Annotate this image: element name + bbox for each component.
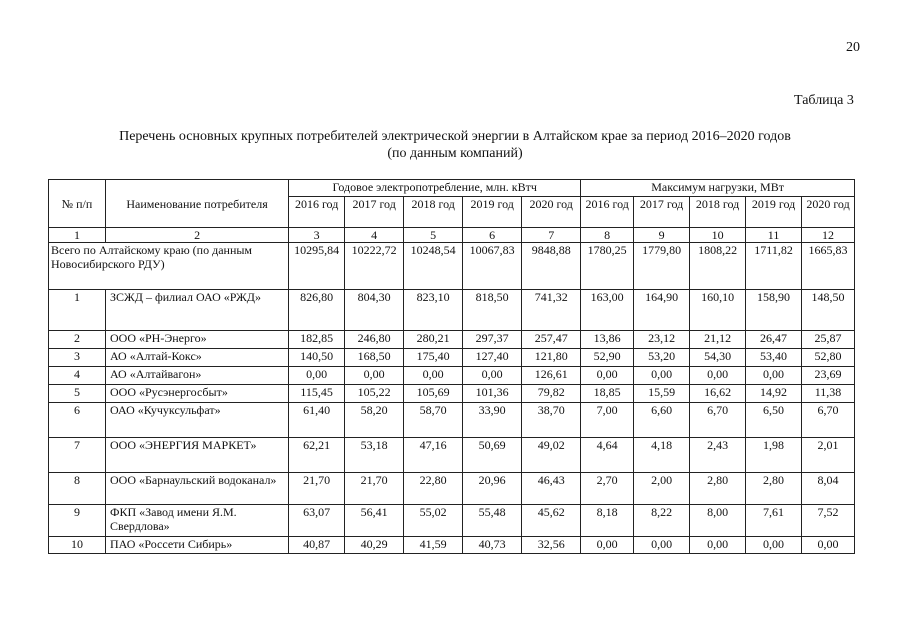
row-value: 0,00 xyxy=(289,367,345,385)
row-value: 53,20 xyxy=(634,349,690,367)
row-value: 297,37 xyxy=(463,331,522,349)
row-value: 0,00 xyxy=(746,537,802,554)
row-value: 246,80 xyxy=(345,331,404,349)
header-year: 2019 год xyxy=(463,197,522,228)
row-value: 23,12 xyxy=(634,331,690,349)
row-value: 61,40 xyxy=(289,403,345,438)
row-value: 58,20 xyxy=(345,403,404,438)
row-value: 40,73 xyxy=(463,537,522,554)
column-number: 3 xyxy=(289,228,345,243)
table-row xyxy=(49,438,855,473)
row-number: 3 xyxy=(49,349,106,367)
row-value: 26,47 xyxy=(746,331,802,349)
row-value: 8,18 xyxy=(581,505,634,537)
column-number: 7 xyxy=(522,228,581,243)
table-row xyxy=(49,349,855,367)
row-value: 804,30 xyxy=(345,290,404,331)
header-year: 2018 год xyxy=(690,197,746,228)
consumer-name: ООО «РН-Энерго» xyxy=(105,331,288,349)
row-value: 55,48 xyxy=(463,505,522,537)
row-value: 121,80 xyxy=(522,349,581,367)
row-value: 23,69 xyxy=(802,367,855,385)
document-title xyxy=(60,128,850,162)
row-value: 0,00 xyxy=(690,537,746,554)
row-number: 6 xyxy=(49,403,106,438)
row-value: 175,40 xyxy=(404,349,463,367)
row-value: 2,80 xyxy=(690,473,746,505)
row-value: 818,50 xyxy=(463,290,522,331)
table-row xyxy=(49,403,855,438)
row-value: 0,00 xyxy=(690,367,746,385)
row-value: 16,62 xyxy=(690,385,746,403)
row-value: 6,70 xyxy=(802,403,855,438)
table-row xyxy=(49,290,855,331)
row-value: 40,87 xyxy=(289,537,345,554)
row-value: 127,40 xyxy=(463,349,522,367)
row-value: 2,80 xyxy=(746,473,802,505)
header-year: 2019 год xyxy=(746,197,802,228)
row-value: 2,00 xyxy=(634,473,690,505)
column-number: 1 xyxy=(49,228,106,243)
row-number: 7 xyxy=(49,438,106,473)
row-value: 4,64 xyxy=(581,438,634,473)
total-row xyxy=(49,243,855,290)
total-value: 10067,83 xyxy=(463,243,522,290)
row-value: 2,43 xyxy=(690,438,746,473)
row-value: 741,32 xyxy=(522,290,581,331)
row-value: 49,02 xyxy=(522,438,581,473)
header-year: 2020 год xyxy=(522,197,581,228)
row-value: 6,70 xyxy=(690,403,746,438)
header-name: Наименование потребителя xyxy=(105,180,288,228)
row-value: 21,70 xyxy=(289,473,345,505)
table-row xyxy=(49,537,855,554)
row-value: 0,00 xyxy=(345,367,404,385)
table-row xyxy=(49,385,855,403)
row-value: 1,98 xyxy=(746,438,802,473)
table-row xyxy=(49,331,855,349)
row-value: 38,70 xyxy=(522,403,581,438)
total-value: 9848,88 xyxy=(522,243,581,290)
row-number: 5 xyxy=(49,385,106,403)
header-consumption: Годовое электропотребление, млн. кВтч xyxy=(289,180,581,197)
row-value: 105,69 xyxy=(404,385,463,403)
consumers-table xyxy=(48,179,855,554)
column-number: 12 xyxy=(802,228,855,243)
header-year: 2020 год xyxy=(802,197,855,228)
row-value: 0,00 xyxy=(802,537,855,554)
row-value: 826,80 xyxy=(289,290,345,331)
total-value: 10248,54 xyxy=(404,243,463,290)
row-value: 53,40 xyxy=(746,349,802,367)
header-year: 2017 год xyxy=(634,197,690,228)
title-line-2: (по данным компаний) xyxy=(387,146,523,161)
row-value: 0,00 xyxy=(634,367,690,385)
total-value: 1711,82 xyxy=(746,243,802,290)
column-number: 5 xyxy=(404,228,463,243)
total-value: 1780,25 xyxy=(581,243,634,290)
row-number: 9 xyxy=(49,505,106,537)
row-value: 257,47 xyxy=(522,331,581,349)
row-value: 79,82 xyxy=(522,385,581,403)
column-number: 4 xyxy=(345,228,404,243)
row-number: 2 xyxy=(49,331,106,349)
row-value: 21,12 xyxy=(690,331,746,349)
row-value: 6,60 xyxy=(634,403,690,438)
table-row xyxy=(49,473,855,505)
row-value: 46,43 xyxy=(522,473,581,505)
row-value: 18,85 xyxy=(581,385,634,403)
row-value: 41,59 xyxy=(404,537,463,554)
row-value: 50,69 xyxy=(463,438,522,473)
row-value: 40,29 xyxy=(345,537,404,554)
table-row xyxy=(49,505,855,537)
consumer-name: ФКП «Завод имени Я.М. Свердлова» xyxy=(105,505,288,537)
row-value: 33,90 xyxy=(463,403,522,438)
row-number: 8 xyxy=(49,473,106,505)
row-value: 55,02 xyxy=(404,505,463,537)
header-year: 2016 год xyxy=(581,197,634,228)
row-value: 105,22 xyxy=(345,385,404,403)
row-value: 47,16 xyxy=(404,438,463,473)
row-value: 45,62 xyxy=(522,505,581,537)
row-value: 168,50 xyxy=(345,349,404,367)
consumer-name: АО «Алтайвагон» xyxy=(105,367,288,385)
row-value: 823,10 xyxy=(404,290,463,331)
consumer-name: ООО «Русэнергосбыт» xyxy=(105,385,288,403)
table-row xyxy=(49,367,855,385)
row-value: 164,90 xyxy=(634,290,690,331)
row-value: 8,22 xyxy=(634,505,690,537)
row-value: 2,01 xyxy=(802,438,855,473)
row-value: 58,70 xyxy=(404,403,463,438)
row-value: 160,10 xyxy=(690,290,746,331)
row-value: 182,85 xyxy=(289,331,345,349)
column-number: 2 xyxy=(105,228,288,243)
table-label: Таблица 3 xyxy=(794,93,854,108)
row-value: 52,80 xyxy=(802,349,855,367)
row-value: 20,96 xyxy=(463,473,522,505)
row-number: 4 xyxy=(49,367,106,385)
header-year: 2017 год xyxy=(345,197,404,228)
row-value: 148,50 xyxy=(802,290,855,331)
column-number: 9 xyxy=(634,228,690,243)
consumer-name: ПАО «Россети Сибирь» xyxy=(105,537,288,554)
row-value: 8,04 xyxy=(802,473,855,505)
row-value: 2,70 xyxy=(581,473,634,505)
row-value: 163,00 xyxy=(581,290,634,331)
header-row-1 xyxy=(49,180,855,197)
row-value: 14,92 xyxy=(746,385,802,403)
header-year: 2016 год xyxy=(289,197,345,228)
row-value: 21,70 xyxy=(345,473,404,505)
row-value: 62,21 xyxy=(289,438,345,473)
row-value: 13,86 xyxy=(581,331,634,349)
row-number: 10 xyxy=(49,537,106,554)
row-value: 0,00 xyxy=(634,537,690,554)
total-name: Всего по Алтайскому краю (по данным Новосибирского РДУ) xyxy=(49,243,289,290)
page-number: 20 xyxy=(846,40,860,55)
row-value: 115,45 xyxy=(289,385,345,403)
row-number: 1 xyxy=(49,290,106,331)
total-value: 10222,72 xyxy=(345,243,404,290)
row-value: 0,00 xyxy=(463,367,522,385)
row-value: 52,90 xyxy=(581,349,634,367)
column-number: 11 xyxy=(746,228,802,243)
row-value: 7,52 xyxy=(802,505,855,537)
header-load: Максимум нагрузки, МВт xyxy=(581,180,855,197)
row-value: 101,36 xyxy=(463,385,522,403)
row-value: 63,07 xyxy=(289,505,345,537)
column-number: 6 xyxy=(463,228,522,243)
row-value: 0,00 xyxy=(746,367,802,385)
consumer-name: ЗСЖД – филиал ОАО «РЖД» xyxy=(105,290,288,331)
row-value: 0,00 xyxy=(404,367,463,385)
consumer-name: ООО «Барнаульский водоканал» xyxy=(105,473,288,505)
column-number: 10 xyxy=(690,228,746,243)
row-value: 126,61 xyxy=(522,367,581,385)
header-year: 2018 год xyxy=(404,197,463,228)
consumer-name: АО «Алтай-Кокс» xyxy=(105,349,288,367)
row-value: 6,50 xyxy=(746,403,802,438)
row-value: 7,61 xyxy=(746,505,802,537)
column-number: 8 xyxy=(581,228,634,243)
total-value: 1665,83 xyxy=(802,243,855,290)
row-value: 0,00 xyxy=(581,367,634,385)
row-value: 22,80 xyxy=(404,473,463,505)
row-value: 280,21 xyxy=(404,331,463,349)
total-value: 1779,80 xyxy=(634,243,690,290)
row-value: 4,18 xyxy=(634,438,690,473)
row-value: 7,00 xyxy=(581,403,634,438)
column-numbers-row xyxy=(49,228,855,243)
header-num: № п/п xyxy=(49,180,106,228)
row-value: 56,41 xyxy=(345,505,404,537)
row-value: 158,90 xyxy=(746,290,802,331)
row-value: 32,56 xyxy=(522,537,581,554)
total-value: 1808,22 xyxy=(690,243,746,290)
row-value: 53,18 xyxy=(345,438,404,473)
row-value: 140,50 xyxy=(289,349,345,367)
row-value: 0,00 xyxy=(581,537,634,554)
total-value: 10295,84 xyxy=(289,243,345,290)
row-value: 11,38 xyxy=(802,385,855,403)
row-value: 25,87 xyxy=(802,331,855,349)
row-value: 15,59 xyxy=(634,385,690,403)
title-line-1: Перечень основных крупных потребителей электрической энергии в Алтайском крае за период 2016–2020 годов xyxy=(119,129,791,144)
consumer-name: ОАО «Кучуксульфат» xyxy=(105,403,288,438)
row-value: 54,30 xyxy=(690,349,746,367)
row-value: 8,00 xyxy=(690,505,746,537)
consumer-name: ООО «ЭНЕРГИЯ МАРКЕТ» xyxy=(105,438,288,473)
